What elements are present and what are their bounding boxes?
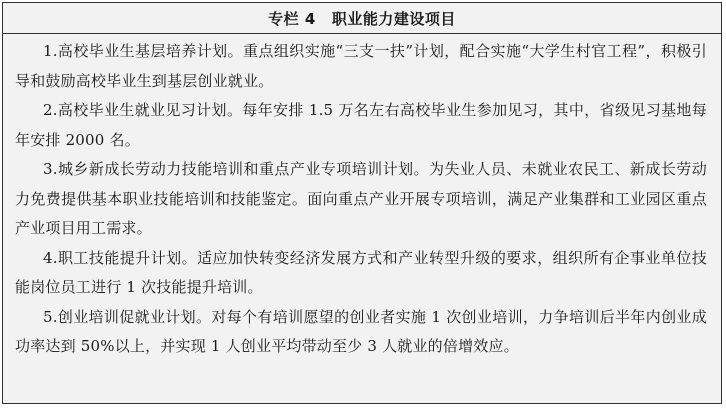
project-item-1: 1.高校毕业生基层培养计划。重点组织实施“三支一扶”计划，配合实施“大学生村官工程”，积极引导和鼓励高校毕业生到基层创业就业。 [15, 42, 707, 90]
column-title: 职业能力建设项目 [331, 9, 456, 28]
column-header [3, 3, 721, 34]
column-label: 专栏 4 [268, 9, 316, 28]
project-item-4: 4.职工技能提升计划。适应加快转变经济发展方式和产业转型升级的要求，组织所有企事业单位技能岗位员工进行 1 次技能提升培训。 [15, 248, 707, 296]
project-item-5: 5.创业培训促就业计划。对每个有培训愿望的创业者实施 1 次创业培训，力争培训后半年内创业成功率达到 50%以上，并实现 1 人创业平均带动至少 3 人就业的倍增效应。 [15, 307, 707, 355]
project-item-3: 3.城乡新成长劳动力技能培训和重点产业专项培训计划。为失业人员、未就业农民工、新成长劳动力免费提供基本职业技能培训和技能鉴定。面向重点产业开展专项培训，满足产业集群和工业园区重点产业项目用工需求。 [15, 160, 707, 237]
column-body [3, 34, 721, 362]
column-box [2, 2, 722, 404]
project-item-2: 2.高校毕业生就业见习计划。每年安排 1.5 万名左右高校毕业生参加见习，其中，省级见习基地每年安排 2000 名。 [15, 101, 707, 149]
